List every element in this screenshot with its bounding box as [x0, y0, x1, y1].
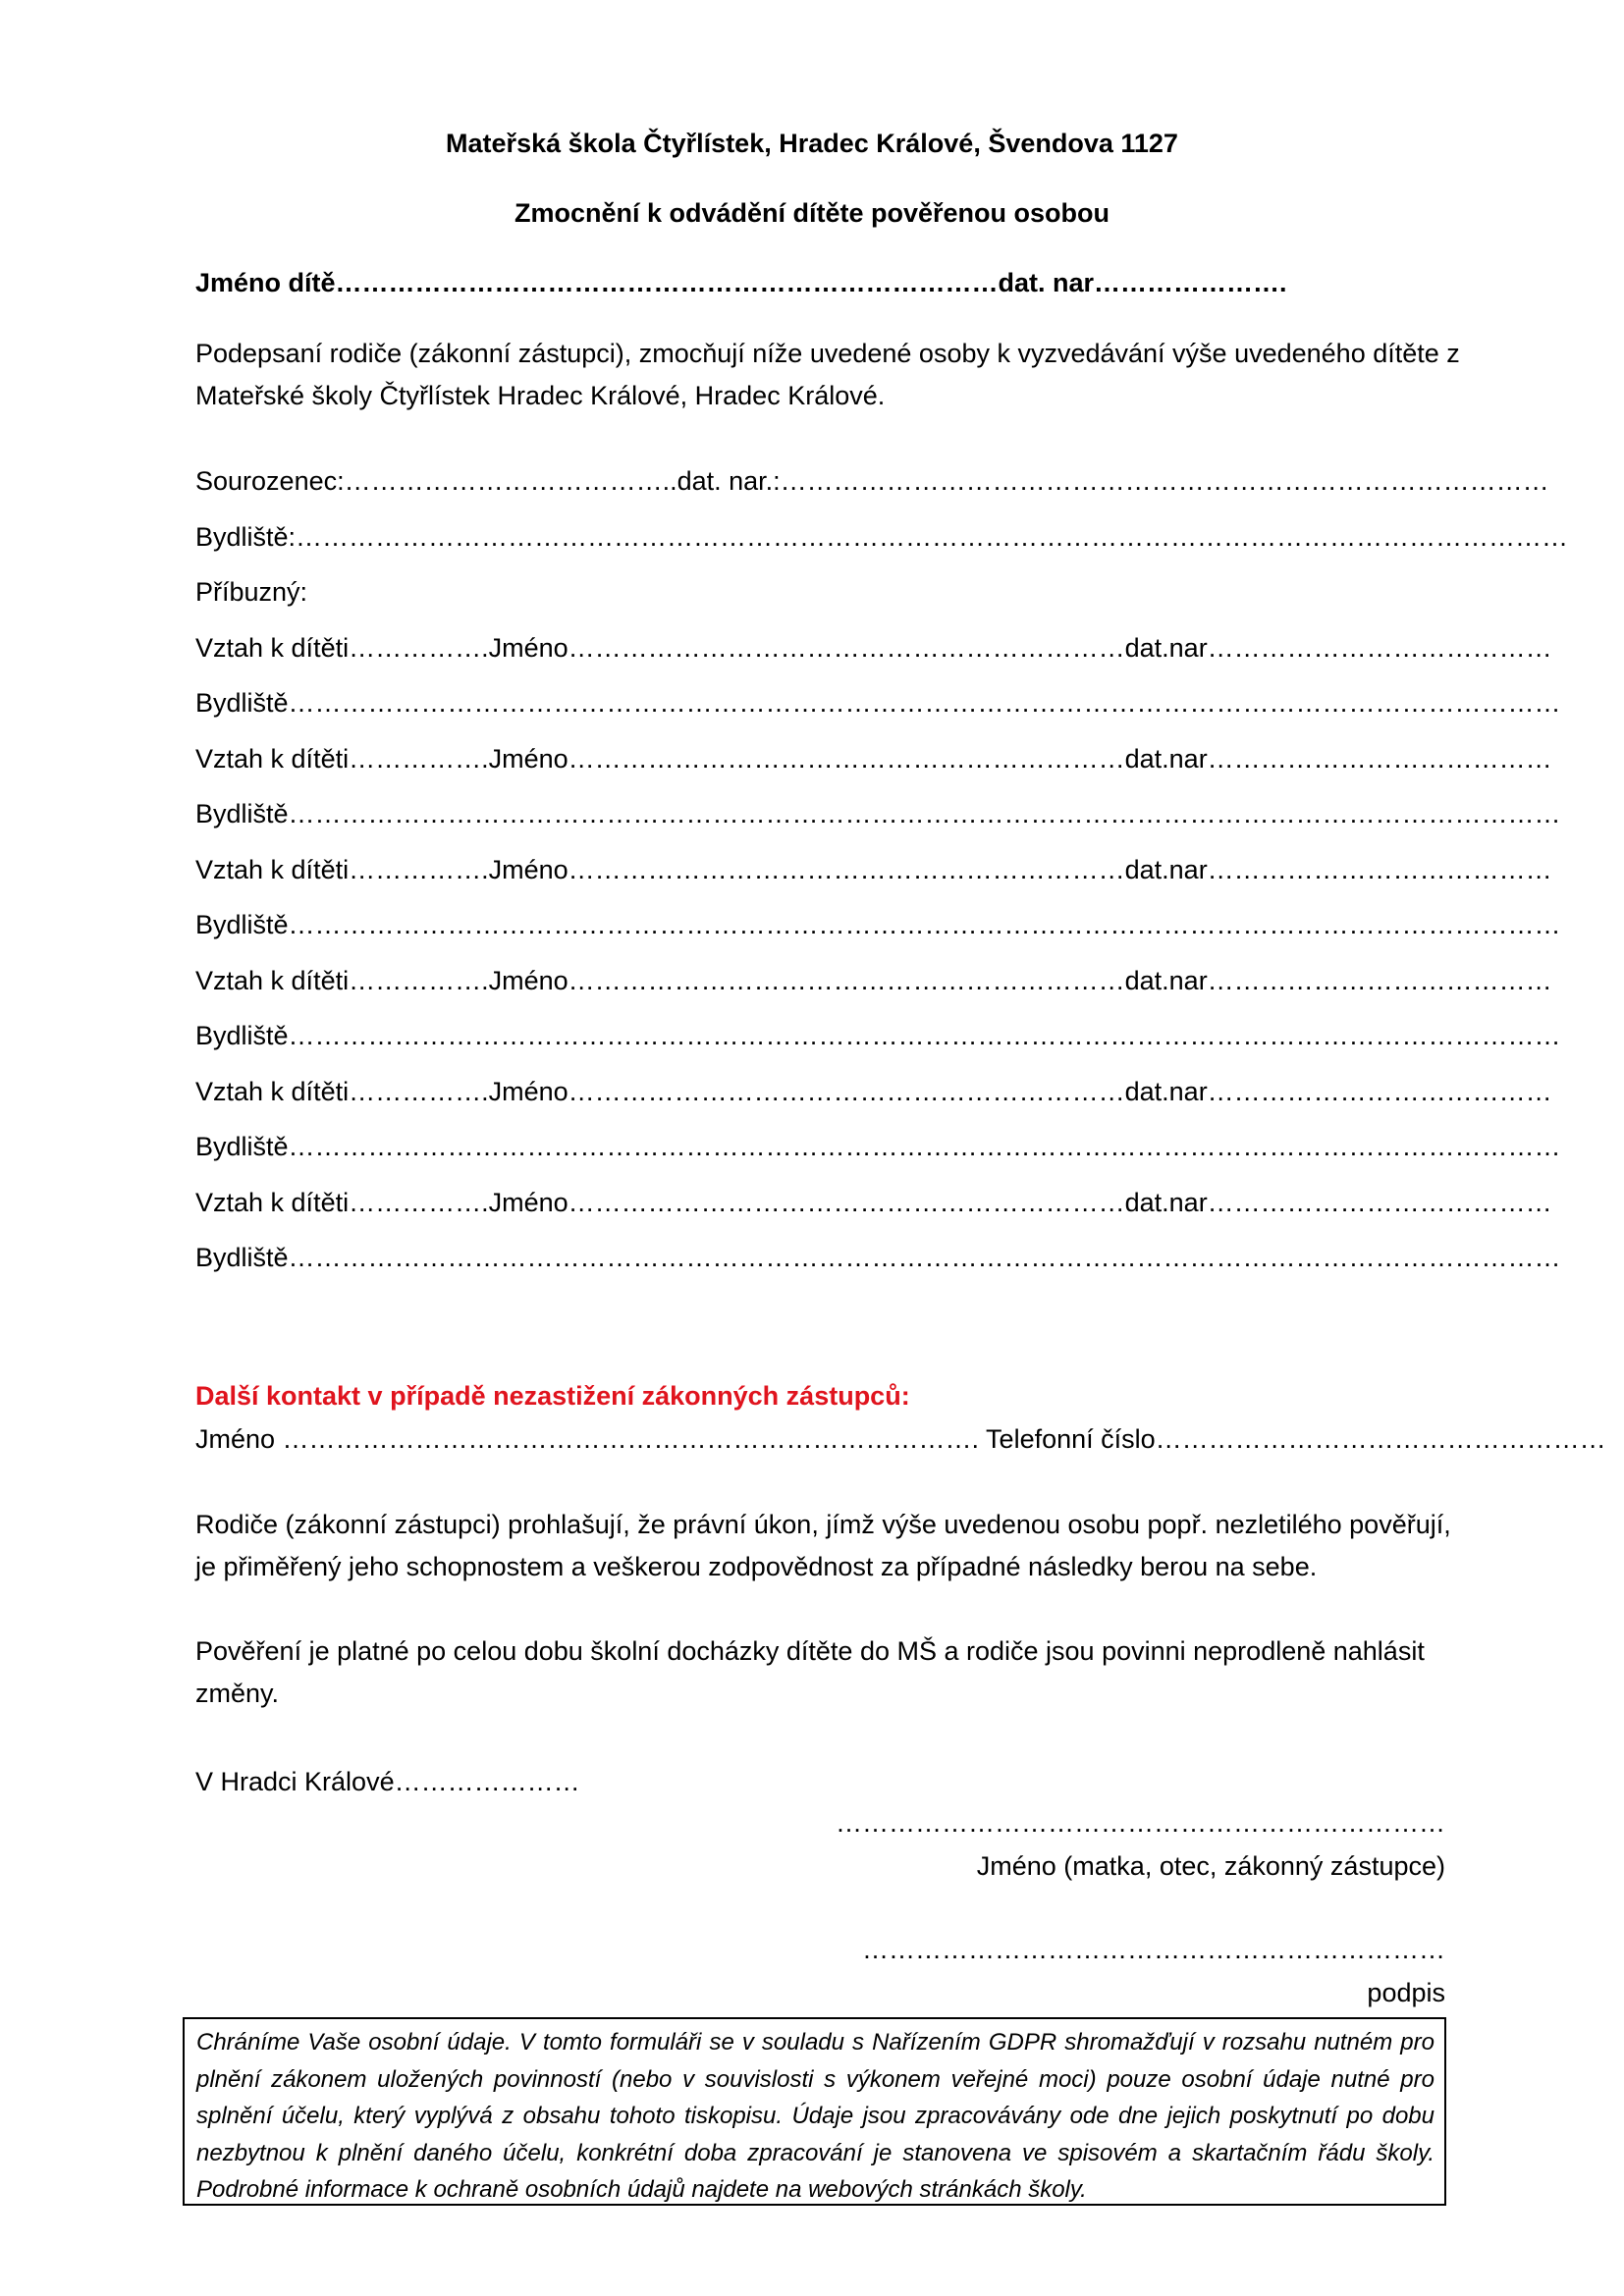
relative-label: Příbuzný:: [195, 577, 308, 607]
validity-paragraph: Pověření je platné po celou dobu školní docházky dítěte do MŠ a rodiče jsou povinni neprodleně nahlásit změny.: [195, 1636, 1425, 1708]
declaration-paragraph: Rodiče (zákonní zástupci) prohlašují, že právní úkon, jímž výše uvedenou osobu popř. nezletilého pověřují, je přiměřený jeho schopnostem a veškerou zodpovědnost za případné následky berou na sebe.: [195, 1510, 1451, 1581]
relative-address-line: Bydliště………………………………………………………………………………………………………………………………: [195, 1132, 1561, 1161]
gdpr-notice-box: [183, 2017, 1446, 2206]
relative-address-line: Bydliště………………………………………………………………………………………………………………………………: [195, 799, 1561, 828]
signature-name-dots: ……………………………………………………………: [836, 1808, 1445, 1838]
signature-dots: …………………………………………………………: [862, 1935, 1445, 1964]
relative-relation-line: Vztah k dítěti…………….Jméno………………………………………………………dat.nar…………………………………: [195, 744, 1552, 774]
sibling-line: Sourozenec:………………………………..dat. nar.:……………………………………………………………………………: [195, 466, 1549, 496]
intro-paragraph: Podepsaní rodiče (zákonní zástupci), zmocňují níže uvedené osoby k vyzvedávání výše uvedeného dítěte z Mateřské školy Čtyřlístek Hradec Králové, Hradec Králové.: [195, 339, 1460, 410]
relative-address-line: Bydliště………………………………………………………………………………………………………………………………: [195, 1021, 1561, 1050]
child-name-line: Jméno dítě…………………………………………………………………dat. nar………………….: [195, 268, 1287, 297]
relative-relation-line: Vztah k dítěti…………….Jméno………………………………………………………dat.nar…………………………………: [195, 966, 1552, 995]
relative-relation-line: Vztah k dítěti…………….Jméno………………………………………………………dat.nar…………………………………: [195, 855, 1552, 884]
signature-label: podpis: [1367, 1978, 1445, 2007]
relative-address-line: Bydliště………………………………………………………………………………………………………………………………: [195, 910, 1561, 939]
contact-line: Jméno ……………………………………………………………………. Telefonní číslo……………………………………………: [195, 1424, 1606, 1454]
gdpr-notice-text: Chráníme Vaše osobní údaje. V tomto formuláři se v souladu s Nařízením GDPR shromažďují v rozsahu nutném pro plnění zákonem uložených povinností (nebo v souvislosti s výkonem veřejné moci) pouze osobní údaje nutné pro splnění účelu, který vyplývá z obsahu tohoto tiskopisu. Údaje jsou zpracovávány ode dne jejich poskytnutí po dobu nezbytnou k plnění daného účelu, konkrétní doba zpracování je stanovena ve spisovém a skartačním řádu školy. Podrobné informace k ochraně osobních údajů najdete na webových stránkách školy.: [196, 2029, 1435, 2203]
signature-name-label: Jméno (matka, otec, zákonný zástupce): [976, 1851, 1445, 1881]
relative-relation-line: Vztah k dítěti…………….Jméno………………………………………………………dat.nar…………………………………: [195, 633, 1552, 663]
document-title: Zmocnění k odvádění dítěte pověřenou osobou: [514, 198, 1110, 228]
relative-address-line: Bydliště………………………………………………………………………………………………………………………………: [195, 1243, 1561, 1272]
relative-relation-line: Vztah k dítěti…………….Jméno………………………………………………………dat.nar…………………………………: [195, 1077, 1552, 1106]
contact-heading: Další kontakt v případě nezastižení zákonných zástupců:: [195, 1381, 910, 1411]
sibling-address-line: Bydliště:………………………………………………………………………………………………………………………………: [195, 522, 1569, 552]
school-header: Mateřská škola Čtyřlístek, Hradec Králové, Švendova 1127: [446, 129, 1178, 158]
relative-address-line: Bydliště………………………………………………………………………………………………………………………………: [195, 688, 1561, 718]
place-line: V Hradci Králové…………………: [195, 1767, 580, 1796]
relative-relation-line: Vztah k dítěti…………….Jméno………………………………………………………dat.nar…………………………………: [195, 1188, 1552, 1217]
